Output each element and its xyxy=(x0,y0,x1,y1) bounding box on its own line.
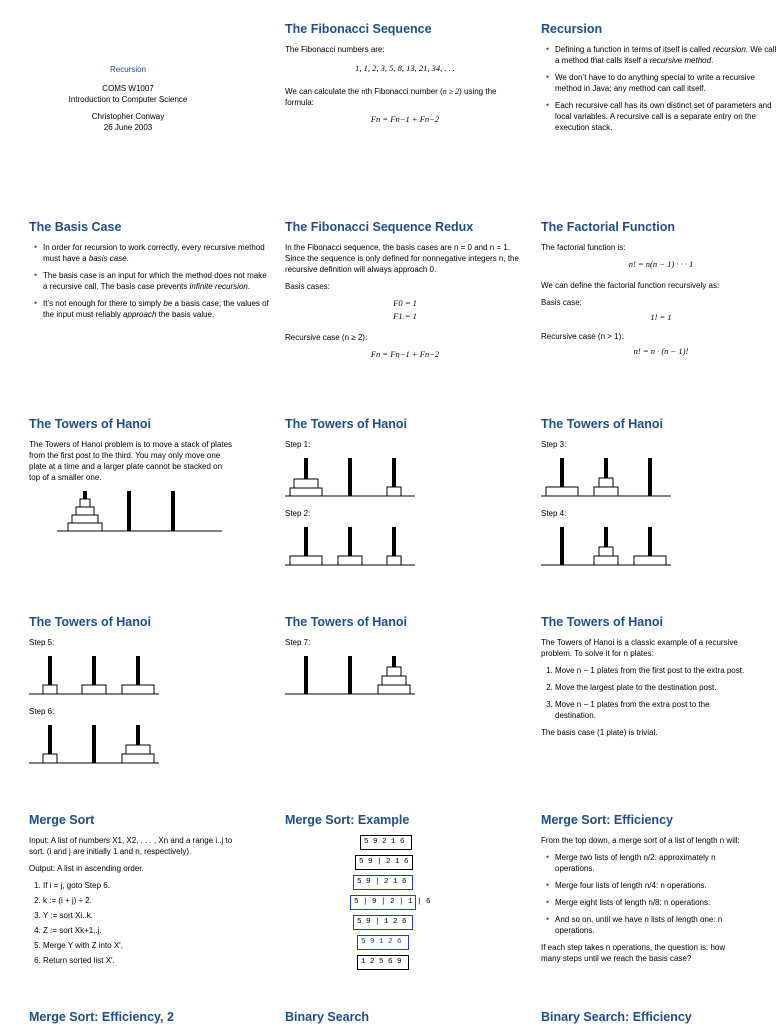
date: 26 June 2003 xyxy=(103,123,153,132)
efficiency-intro: From the top down, a merge sort of a list of length n will: xyxy=(541,836,740,845)
merge-row: 5 9 2 1 6 xyxy=(360,835,412,850)
f1-eq: F1 = 1 xyxy=(393,311,417,321)
step-item: 1. Move n − 1 plates from the first post to the extra post. xyxy=(555,665,746,676)
merge-efficiency-2-slide xyxy=(29,1010,269,1032)
factorial-intro: The factorial function is: xyxy=(541,243,626,252)
bullet: • Each recursive call has its own distinct set of parameters and local variables. A recursive call is a separate entry on the execution stack. xyxy=(555,100,781,133)
f0-eq: F0 = 1 xyxy=(393,298,417,308)
hanoi-step4-diagram xyxy=(541,525,681,567)
step-item: 6. Return sorted list X′. xyxy=(43,955,234,966)
basis-slide xyxy=(29,220,269,326)
step-item: 2. k := (i + j) ÷ 2. xyxy=(43,895,234,906)
step-item: 4. Z := sort Xk+1..j. xyxy=(43,925,234,936)
binary-search-slide xyxy=(285,1010,525,1032)
fib-intro: The Fibonacci numbers are: xyxy=(285,45,385,54)
factorial-slide xyxy=(541,220,781,365)
bullet: • Merge four lists of length n/4: n operations. xyxy=(555,880,746,891)
step-item: 3. Move n − 1 plates from the extra post to the destination. xyxy=(555,699,746,721)
binary-search-efficiency-slide xyxy=(541,1010,781,1032)
hanoi-intro-slide xyxy=(29,417,269,539)
redux-formula: Fn = Fn−1 + Fn−2 xyxy=(370,349,440,359)
input-desc: Input: A list of numbers X1, X2, . . . , Xn and a range i..j to sort. (i and j are initially 1 and n, respectively). xyxy=(29,836,233,856)
step-label: Step 5: xyxy=(29,638,55,647)
fib-sequence: 1, 1, 2, 3, 5, 8, 13, 21, 34, . . . xyxy=(355,63,455,73)
slide-title: Binary Search xyxy=(285,1010,370,1024)
hanoi-diagram xyxy=(57,489,227,539)
hanoi-step3-diagram xyxy=(541,456,681,498)
slide-title: Merge Sort: Efficiency, 2 xyxy=(29,1010,174,1024)
hanoi-step2-diagram xyxy=(285,525,425,567)
step-label: Step 3: xyxy=(541,440,567,449)
recursion-slide xyxy=(541,22,781,139)
merge-row: 5 9 | 1 2 6 xyxy=(353,915,413,930)
bullet: • In order for recursion to work correctly, every recursive method must have a basis case. xyxy=(43,242,269,264)
output-desc: Output: A list in ascending order. xyxy=(29,864,144,873)
hanoi-summary-slide xyxy=(541,615,746,744)
slide-title: The Towers of Hanoi xyxy=(285,417,407,431)
step-label: Step 7: xyxy=(285,638,311,647)
mergesort-slide xyxy=(29,813,234,970)
factorial-text: We can define the factorial function recursively as: xyxy=(541,281,720,290)
cover-slide xyxy=(8,64,248,133)
fibonacci-slide xyxy=(285,22,525,133)
step-label: Step 2: xyxy=(285,509,311,518)
slide-title: Binary Search: Efficiency xyxy=(541,1010,692,1024)
slide-title: The Towers of Hanoi xyxy=(541,615,663,629)
course-code: COMS W1007 xyxy=(102,84,154,93)
bullet: • And so on, until we have n lists of length one: n operations. xyxy=(555,914,746,936)
hanoi-steps-3-4 xyxy=(541,417,781,567)
hanoi-step5-diagram xyxy=(29,654,169,696)
step-item: 2. Move the largest plate to the destination post. xyxy=(555,682,746,693)
recursive-label: Recursive case (n ≥ 2): xyxy=(285,333,368,342)
bullet: • The basis case is an input for which the method does not make a recursive call. The basis case prevents infinite recursion. xyxy=(43,270,269,292)
step-label: Step 6: xyxy=(29,707,55,716)
course-name: Introduction to Computer Science xyxy=(68,95,188,104)
step-item: 1. If i = j, goto Step 6. xyxy=(43,880,234,891)
step-item: 3. Y := sort Xi..k. xyxy=(43,910,234,921)
merge-example-slide xyxy=(285,813,525,975)
cover-subtitle: Recursion xyxy=(109,65,146,74)
slide-title: The Basis Case xyxy=(29,220,122,234)
efficiency-question: If each step takes n operations, the question is: how many steps until we reach the basis case? xyxy=(541,943,726,963)
slide-title: The Towers of Hanoi xyxy=(541,417,663,431)
summary-intro: The Towers of Hanoi is a classic example of a recursive problem. To solve it for n plates: xyxy=(541,638,738,658)
factorial-def: n! = n(n − 1) · · · 1 xyxy=(628,259,694,269)
bullet: • It’s not enough for there to simply be a basis case; the values of the input must reliably approach the basis value. xyxy=(43,298,269,320)
fib-formula: Fn = Fn−1 + Fn−2 xyxy=(370,114,440,124)
merge-row: 1 2 5 6 9 xyxy=(357,955,409,970)
redux-text: In the Fibonacci sequence, the basis cases are n = 0 and n = 1. Since the sequence is only defined for nonnegative integers n, the recursive definition will always approach 0. xyxy=(285,243,519,274)
slide-title: Merge Sort: Efficiency xyxy=(541,813,673,827)
step-label: Step 4: xyxy=(541,509,567,518)
basis-note: The basis case (1 plate) is trivial. xyxy=(541,728,658,737)
merge-row: 5 9 | 2 1 6 xyxy=(353,875,413,890)
hanoi-steps-1-2 xyxy=(285,417,525,567)
fib-calc: We can calculate the nth Fibonacci number (n ≥ 2) using the formula: xyxy=(285,87,497,107)
merge-row: 5 | 9 | 2 | 1 | 6 xyxy=(350,895,416,910)
bullet: • We don’t have to do anything special to write a recursive method in Java; any method can call itself. xyxy=(555,72,781,94)
hanoi-step7-diagram xyxy=(285,654,425,696)
hanoi-steps-5-6 xyxy=(29,615,269,765)
recursive-label: Recursive case (n > 1): xyxy=(541,332,624,341)
merge-example-diagram xyxy=(350,835,525,970)
step-label: Step 1: xyxy=(285,440,311,449)
slide-title: The Towers of Hanoi xyxy=(29,417,151,431)
step-item: 5. Merge Y with Z into X′. xyxy=(43,940,234,951)
factorial-rec: n! = n · (n − 1)! xyxy=(633,346,689,356)
basis-label: Basis case: xyxy=(541,298,582,307)
fib-redux-slide xyxy=(285,220,525,368)
bullet: • Defining a function in terms of itself is called recursion. We call a method that calls itself a recursive method. xyxy=(555,44,781,66)
slide-title: Merge Sort: Example xyxy=(285,813,410,827)
bullet: • Merge two lists of length n/2: approximately n operations. xyxy=(555,852,746,874)
hanoi-step1-diagram xyxy=(285,456,425,498)
slide-title: The Factorial Function xyxy=(541,220,676,234)
hanoi-intro: The Towers of Hanoi problem is to move a stack of plates from the first post to the third. You may only move one plate at a time and a larger plate cannot be stacked on top of a smaller one. xyxy=(29,440,233,482)
slide-title: The Fibonacci Sequence Redux xyxy=(285,220,474,234)
slide-title: The Fibonacci Sequence xyxy=(285,22,432,36)
slide-title: The Towers of Hanoi xyxy=(29,615,151,629)
factorial-basis: 1! = 1 xyxy=(650,312,672,322)
hanoi-step6-diagram xyxy=(29,723,169,765)
hanoi-step-7 xyxy=(285,615,525,696)
merge-row: 5 9 1 2 6 xyxy=(357,935,409,950)
basis-label: Basis cases: xyxy=(285,282,330,291)
author: Christopher Conway xyxy=(91,112,165,121)
bullet: • Merge eight lists of length n/8: n operations. xyxy=(555,897,746,908)
slide-title: Recursion xyxy=(541,22,603,36)
merge-row: 5 9 | 2 1 6 xyxy=(355,855,413,870)
slide-title: The Towers of Hanoi xyxy=(285,615,407,629)
merge-efficiency-slide xyxy=(541,813,746,970)
slide-title: Merge Sort xyxy=(29,813,95,827)
